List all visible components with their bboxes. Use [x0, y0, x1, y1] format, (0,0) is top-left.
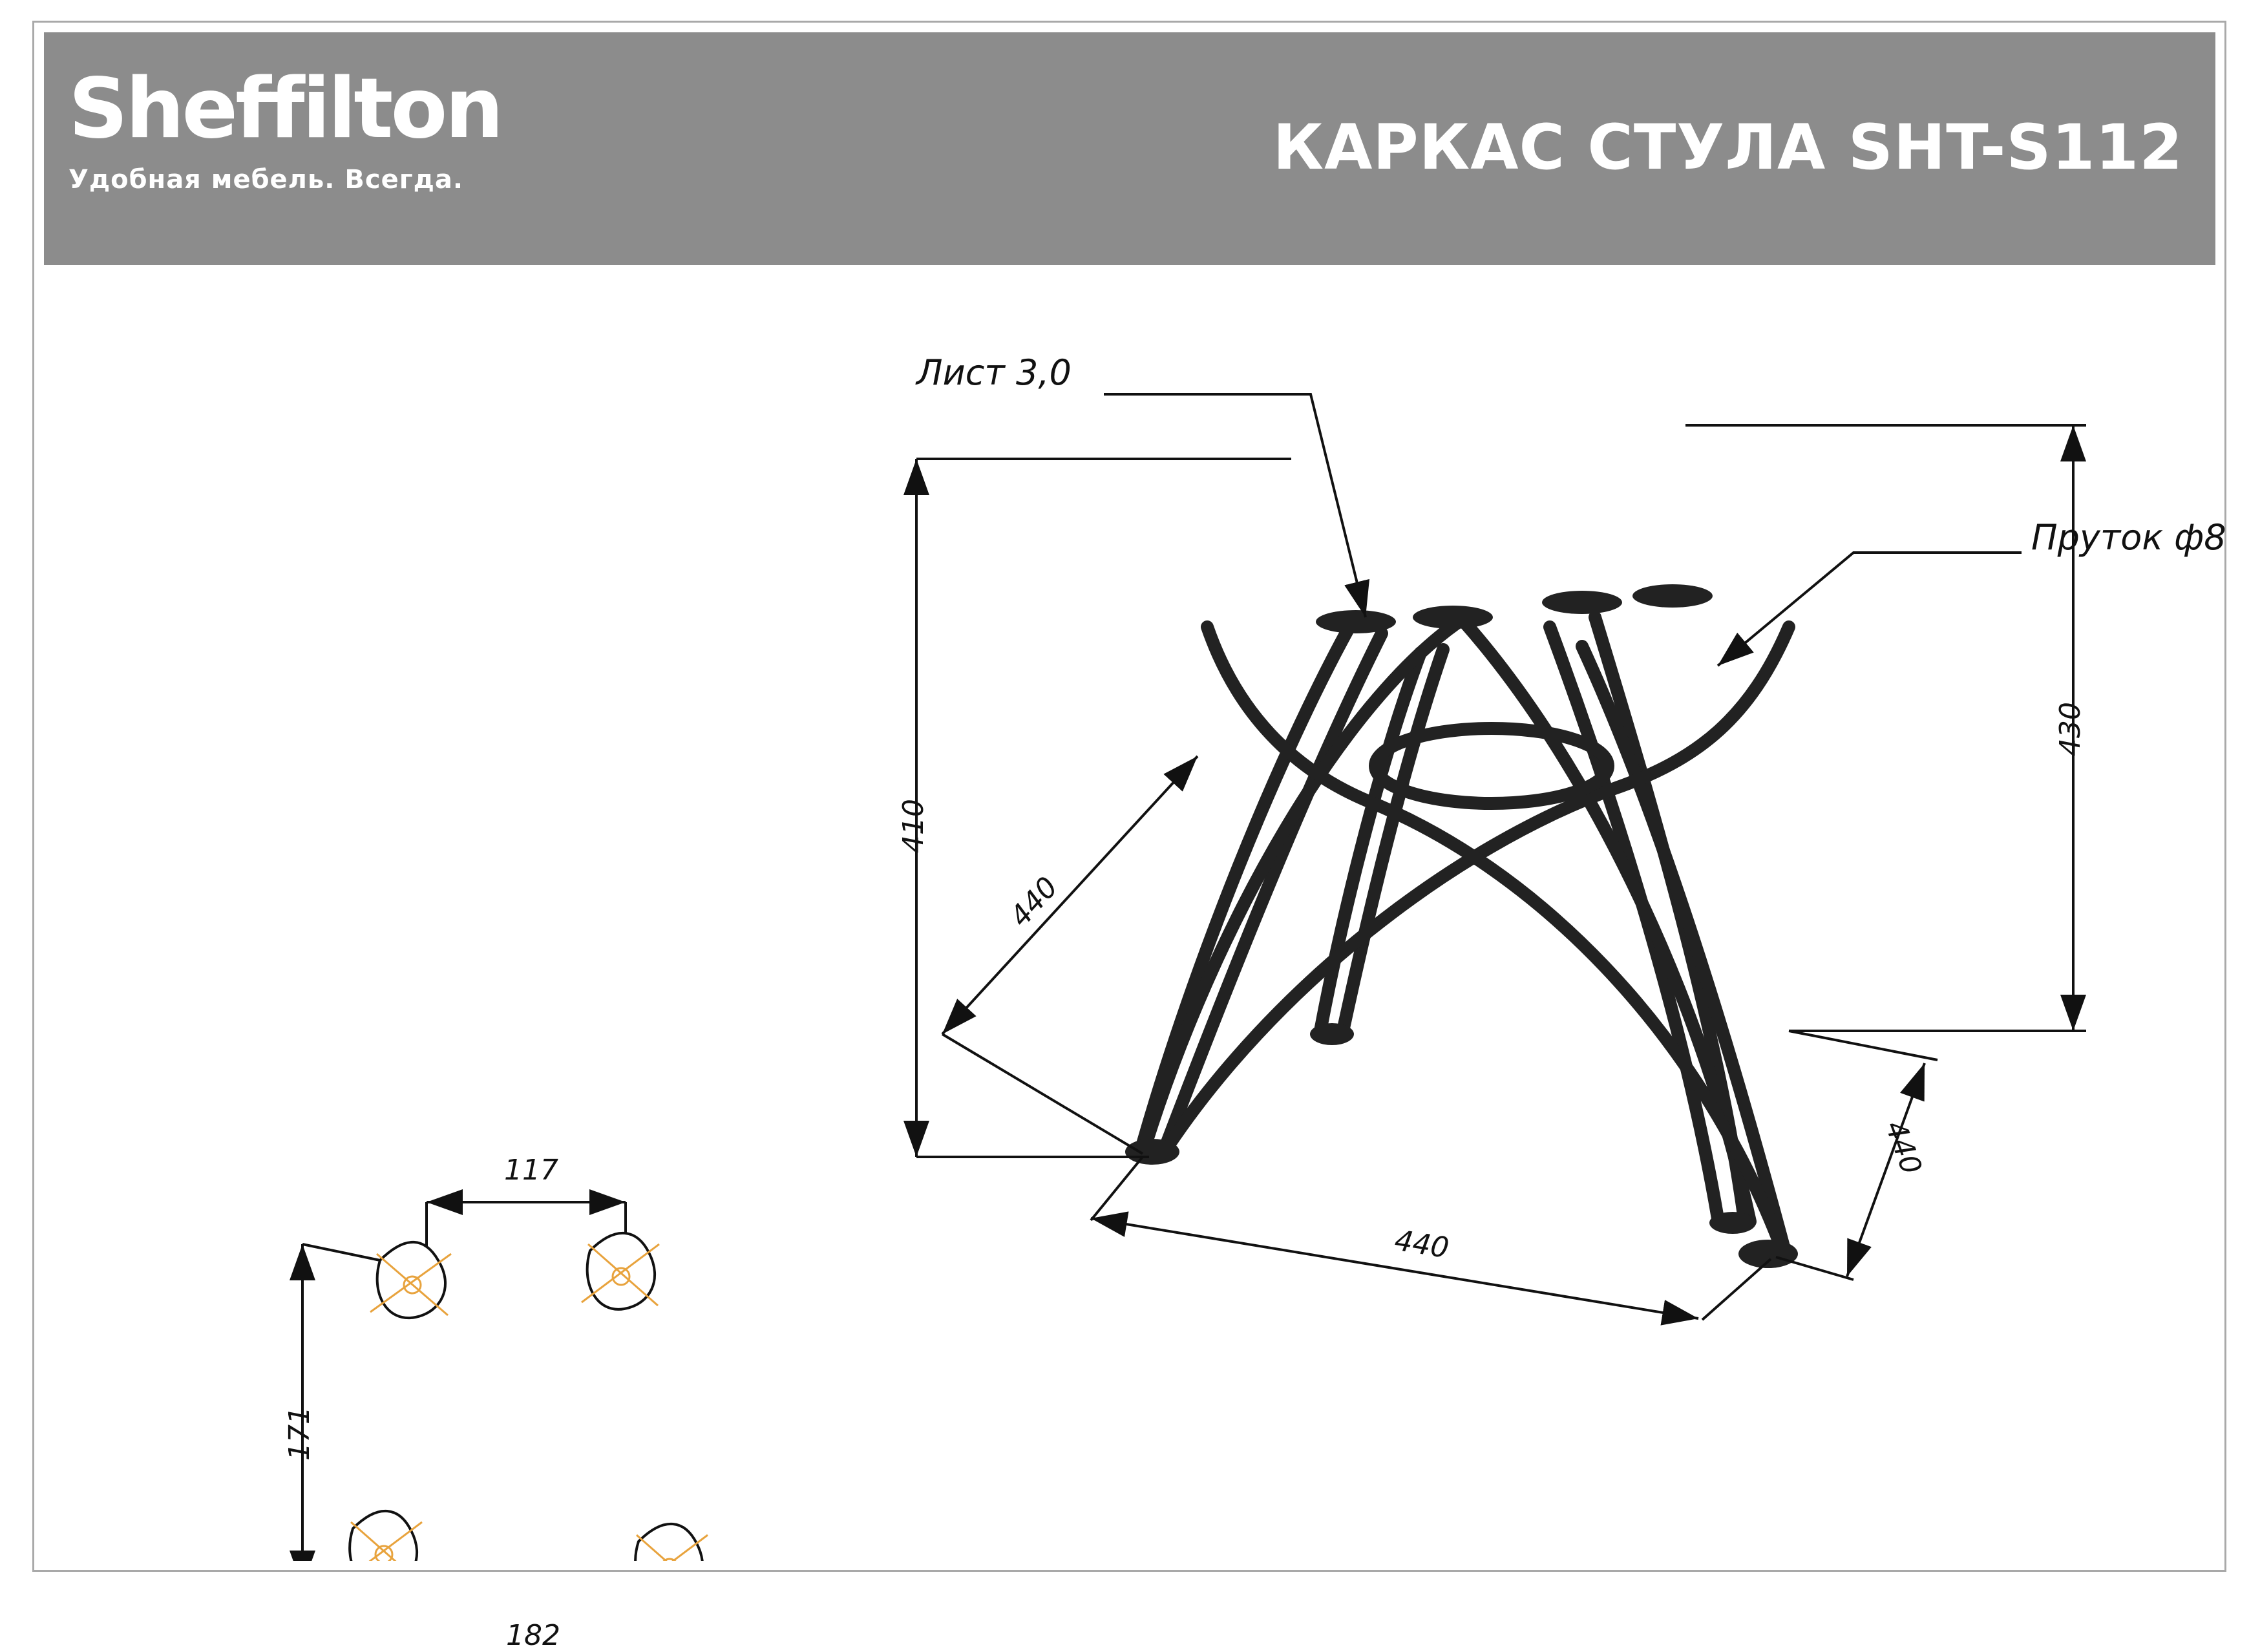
- drawing-canvas: [44, 265, 2215, 1561]
- callout-label-sheet: Лист 3,0: [916, 352, 1072, 393]
- dimension-span-bottom: 440: [1392, 1223, 1452, 1265]
- dimension-leg-lower-right: 440: [1878, 1116, 1928, 1179]
- dimension-lines-plan: [302, 1202, 674, 1561]
- brand-block: [69, 61, 715, 195]
- dimension-plan-top-width: 117: [504, 1154, 558, 1187]
- plan-pad: [582, 1233, 659, 1309]
- plan-pad: [344, 1511, 422, 1561]
- dimension-plan-left-height: 171: [283, 1406, 316, 1461]
- dimension-leg-upper: 440: [1003, 871, 1065, 933]
- dimension-height-left: 410: [897, 799, 930, 853]
- plan-pad: [630, 1524, 708, 1561]
- chair-frame-isometric: [1143, 617, 1789, 1254]
- dimension-height-right: 430: [2054, 702, 2087, 756]
- top-pads: [1316, 584, 1713, 633]
- dimension-plan-bottom-width: 182: [506, 1619, 560, 1652]
- plan-pad: [370, 1242, 451, 1318]
- header-bar: [44, 32, 2215, 265]
- plan-view-pads: [344, 1233, 708, 1561]
- callout-label-rod: Пруток ф8: [2031, 517, 2226, 558]
- brand-name: Sheffilton: [69, 61, 502, 157]
- callout-leaders: [1104, 394, 2022, 666]
- page-title: КАРКАС СТУЛА SHT-S112: [1273, 111, 2183, 184]
- technical-drawing: [44, 265, 2226, 1652]
- brand-tagline: Удобная мебель. Всегда.: [69, 165, 464, 195]
